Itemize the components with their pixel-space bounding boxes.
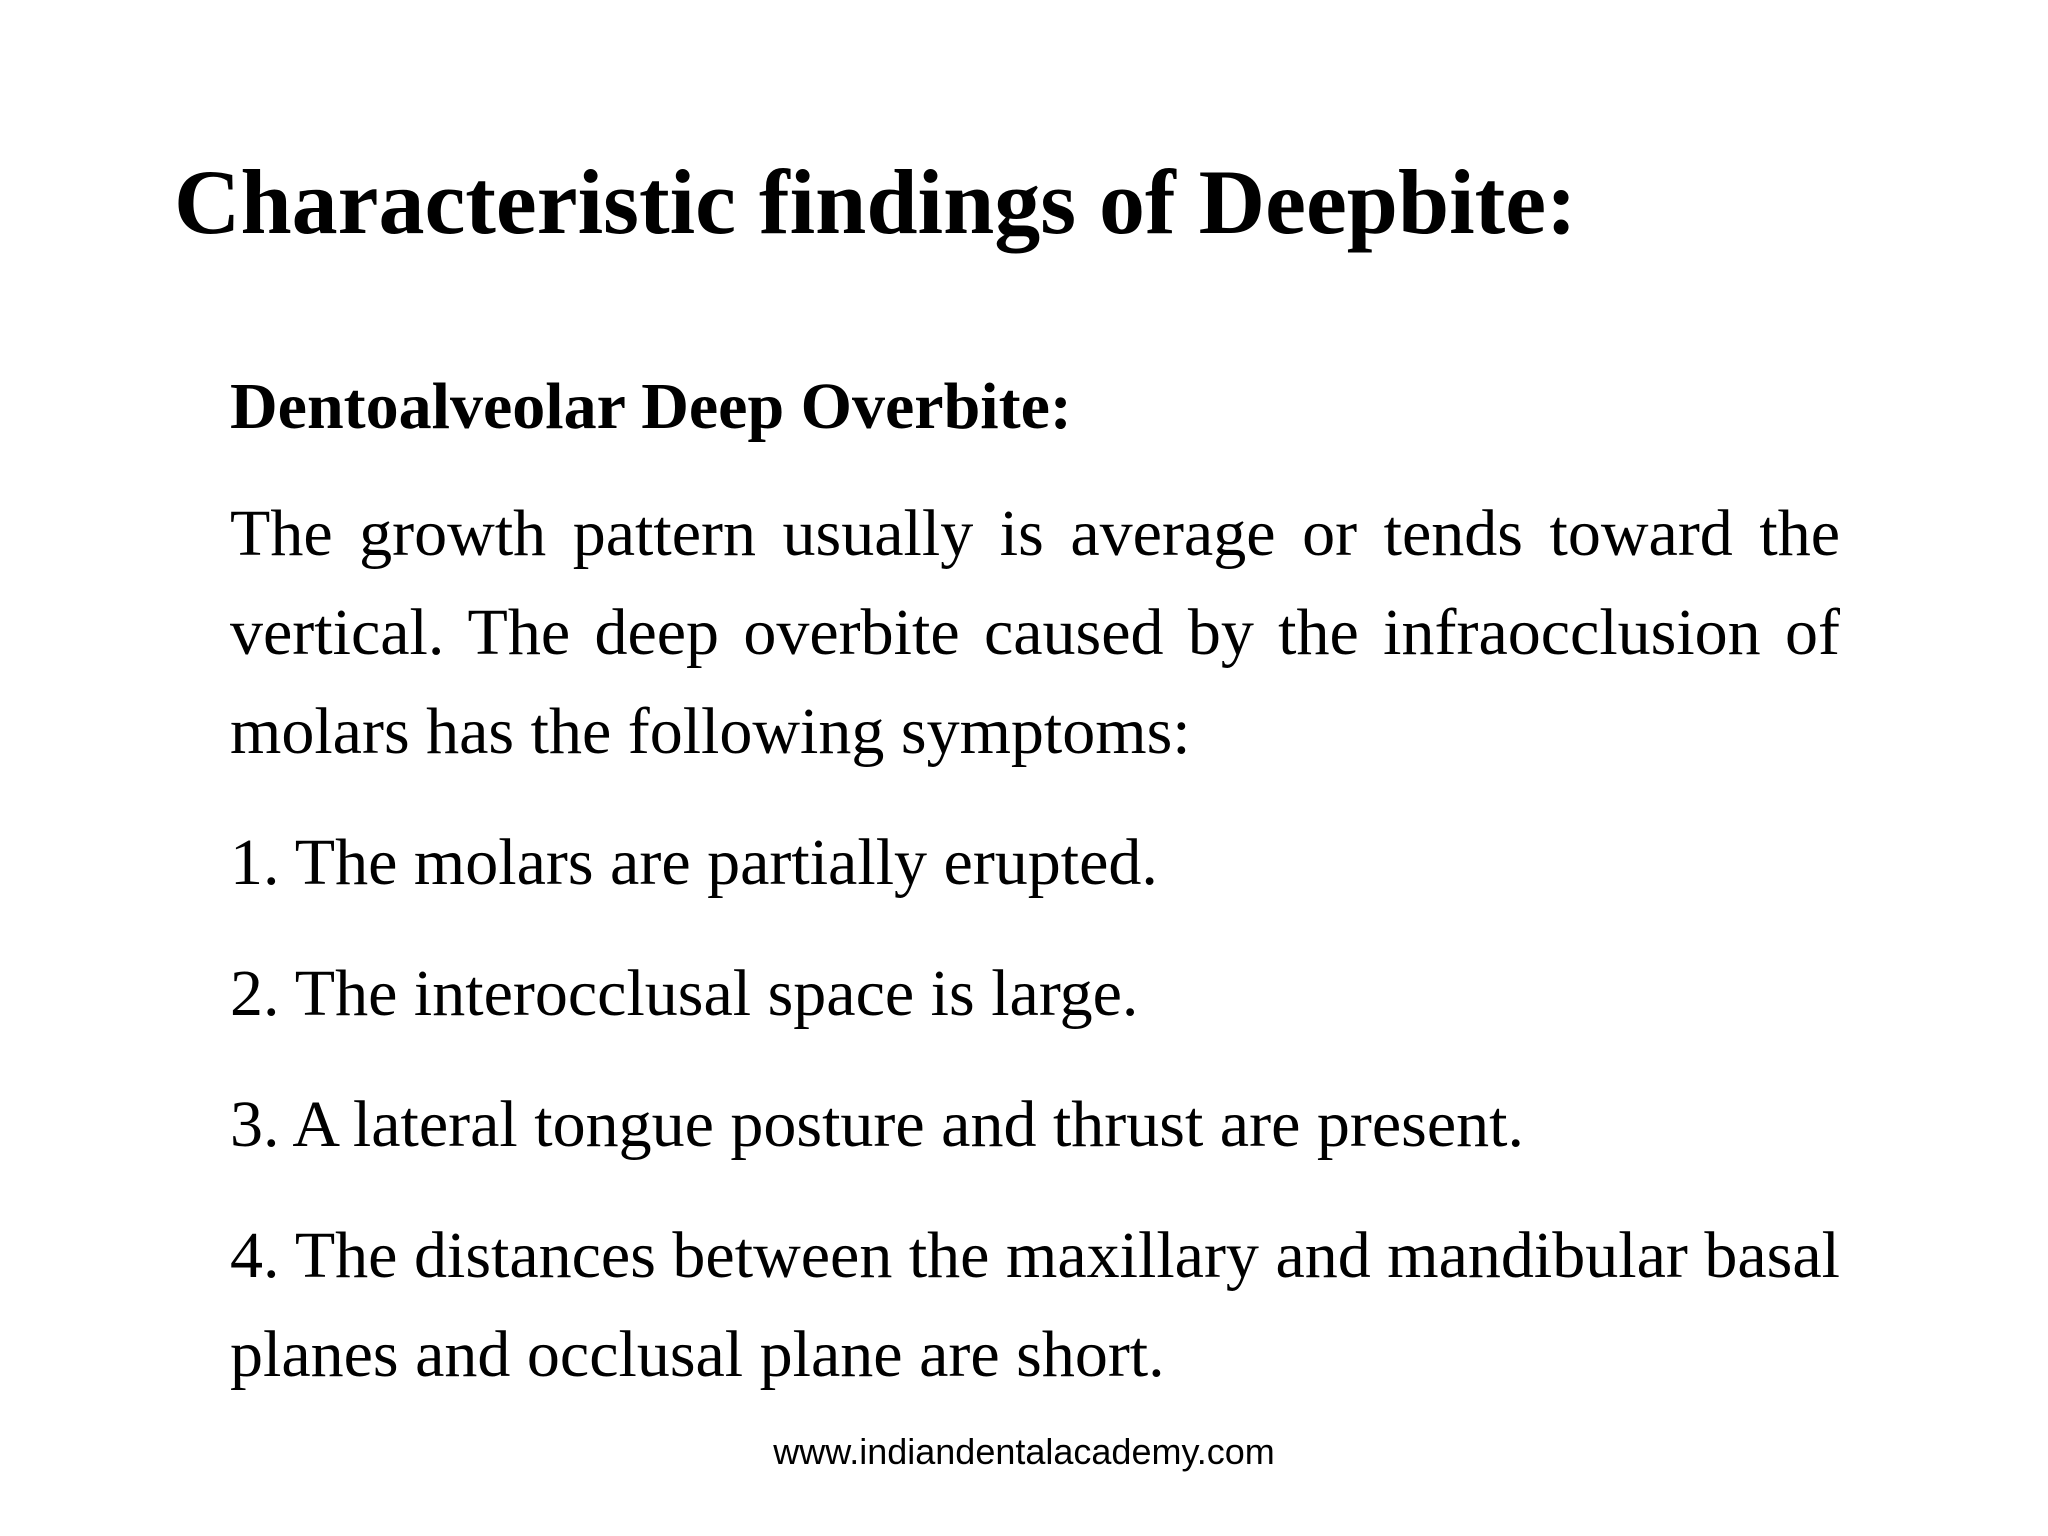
list-item: 4. The distances between the maxillary and mandibular basal planes and occlusal plane are short. <box>230 1219 1840 1391</box>
section-subheading: Dentoalveolar Deep Overbite: <box>230 370 1072 443</box>
list-item: 2. The interocclusal space is large. <box>230 957 1139 1030</box>
slide-content <box>230 362 1840 1404</box>
intro-paragraph: The growth pattern usually is average or tends toward the vertical. The deep overbite caused by the infraocclusion of molars has the following symptoms: <box>230 497 1840 768</box>
list-item: 3. A lateral tongue posture and thrust are present. <box>230 1088 1524 1161</box>
slide-title: Characteristic findings of Deepbite: <box>174 151 1577 253</box>
footer-url: www.indiandentalacademy.com <box>773 1431 1275 1472</box>
list-item: 1. The molars are partially erupted. <box>230 826 1158 899</box>
